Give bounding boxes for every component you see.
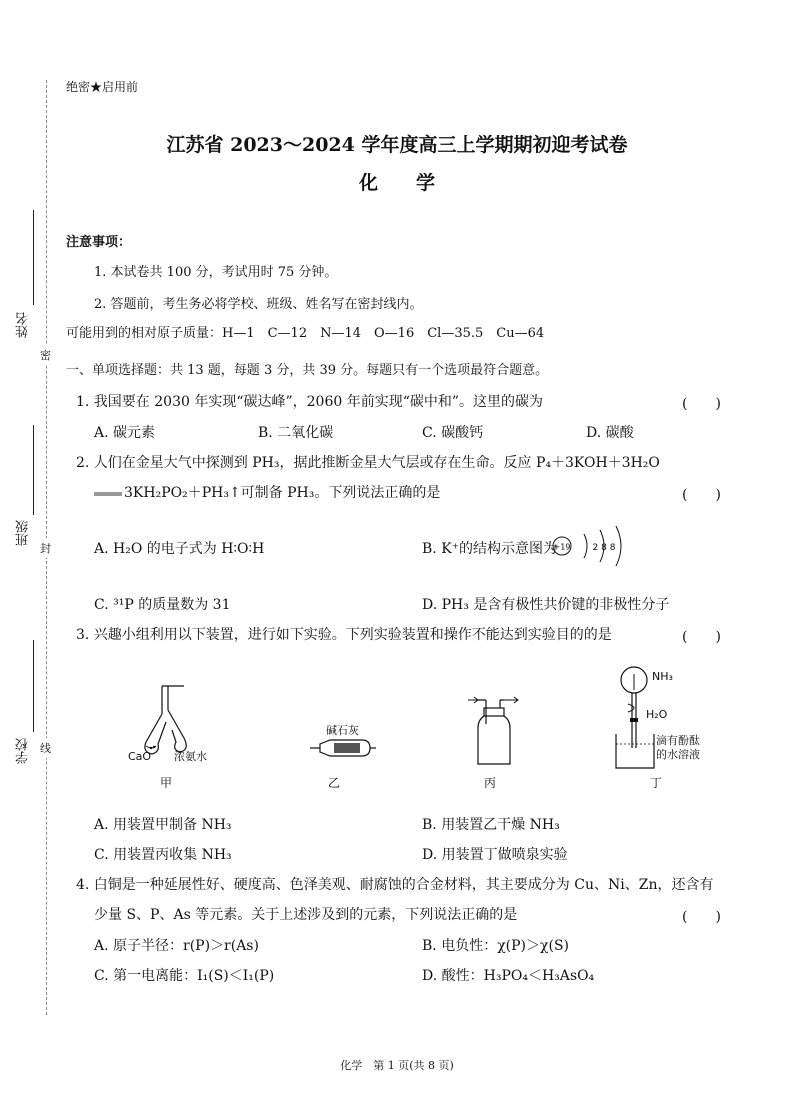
seal-char-feng: 封: [40, 538, 51, 558]
label-bing: 丙: [484, 776, 497, 790]
q3-option-a: A. 用装置甲制备 NH₃: [94, 817, 232, 833]
q1-answer-paren: ( ): [682, 396, 721, 412]
q1-option-c: C. 碳酸钙: [422, 425, 484, 441]
reaction-condition-bar: [94, 492, 122, 496]
q2-option-c: C. ³¹P 的质量数为 31: [94, 597, 231, 613]
seal-char-xian: 线: [40, 738, 51, 758]
class-blank-line: [33, 425, 34, 515]
page-footer: 化学 第 1 页(共 8 页): [340, 1059, 454, 1072]
q1-option-a: A. 碳元素: [94, 425, 156, 441]
school-blank-line: [33, 640, 34, 732]
name-label: 姓名: [16, 312, 31, 338]
exam-title: 江苏省 2023～2024 学年度高三上学期期初迎考试卷: [166, 134, 628, 156]
q4-option-b: B. 电负性：χ(P)＞χ(S): [422, 938, 570, 954]
q1-option-d: D. 碳酸: [586, 425, 634, 441]
label-soda-lime: 碱石灰: [326, 724, 359, 737]
q3-option-b: B. 用装置乙干燥 NH₃: [422, 817, 560, 833]
seal-char-mi: 密: [40, 345, 51, 365]
q4-option-c: C. 第一电离能：I₁(S)＜I₁(P): [94, 968, 275, 984]
label-nh3: NH₃: [652, 670, 673, 683]
q2-option-a: A. H₂O 的电子式为 H∶O∶H: [94, 541, 265, 557]
q2-stem-line2: 3KH₂PO₂＋PH₃↑可制备 PH₃。下列说法正确的是: [124, 485, 441, 501]
q2-option-b: B. K⁺的结构示意图为: [422, 541, 558, 557]
q3-option-c: C. 用装置丙收集 NH₃: [94, 847, 232, 863]
q1-option-b: B. 二氧化碳: [258, 425, 334, 441]
secret-label: 绝密★启用前: [66, 80, 139, 94]
q1-stem: 1. 我国要在 2030 年实现“碳达峰”，2060 年前实现“碳中和”。这里的碳为: [76, 394, 544, 410]
notice-item-1: 1. 本试卷共 100 分，考试用时 75 分钟。: [94, 265, 338, 280]
school-label: 学校: [16, 738, 31, 764]
label-ammonia-water: 浓氨水: [174, 750, 207, 763]
k-shell-electrons: 2 8 8: [592, 543, 616, 553]
q4-stem-line1: 4. 白铜是一种延展性好、硬度高、色泽美观、耐腐蚀的合金材料，其主要成分为 Cu、Ni、Zn，还含有: [76, 877, 714, 893]
q3-answer-paren: ( ): [682, 629, 721, 645]
atomic-mass-line: 可能用到的相对原子质量：H—1 C—12 N—14 O—16 Cl—35.5 Cu—64: [66, 326, 545, 341]
q3-stem: 3. 兴趣小组利用以下装置，进行如下实验。下列实验装置和操作不能达到实验目的的是: [76, 627, 612, 643]
k-nucleus-label: +19: [553, 542, 571, 552]
notice-heading: 注意事项：: [66, 235, 132, 250]
q4-stem-line2: 少量 S、P、As 等元素。关于上述涉及到的元素，下列说法正确的是: [94, 907, 518, 923]
q2-answer-paren: ( ): [682, 487, 721, 503]
notice-item-2: 2. 答题前，考生务必将学校、班级、姓名写在密封线内。: [94, 297, 423, 312]
apparatus-yi: [308, 736, 378, 760]
label-ding: 丁: [650, 776, 663, 790]
q4-answer-paren: ( ): [682, 909, 721, 925]
label-cao: CaO: [128, 750, 152, 763]
label-phenolphthalein-2: 的水溶液: [656, 748, 700, 761]
q2-stem-line1: 2. 人们在金星大气中探测到 PH₃，据此推断金星大气层或存在生命。反应 P₄＋3KOH＋3H₂O: [76, 455, 660, 471]
label-jia: 甲: [160, 776, 173, 790]
q3-option-d: D. 用装置丁做喷泉实验: [422, 847, 568, 863]
section1-heading: 一、单项选择题：共 13 题，每题 3 分，共 39 分。每题只有一个选项最符合题意。: [66, 363, 549, 378]
k-ion-structure-diagram: [550, 524, 640, 568]
label-phenolphthalein-1: 滴有酚酞: [656, 734, 700, 747]
q4-option-d: D. 酸性：H₃PO₄＜H₃AsO₄: [422, 968, 595, 984]
class-label: 班级: [16, 520, 31, 546]
label-h2o: H₂O: [646, 708, 668, 721]
q2-option-d: D. PH₃ 是含有极性共价键的非极性分子: [422, 597, 670, 613]
name-blank-line: [33, 210, 34, 305]
label-yi: 乙: [328, 776, 341, 790]
subject-title: 化 学: [358, 172, 435, 194]
q4-option-a: A. 原子半径：r(P)＞r(As): [94, 938, 259, 954]
apparatus-bing: [464, 694, 524, 766]
